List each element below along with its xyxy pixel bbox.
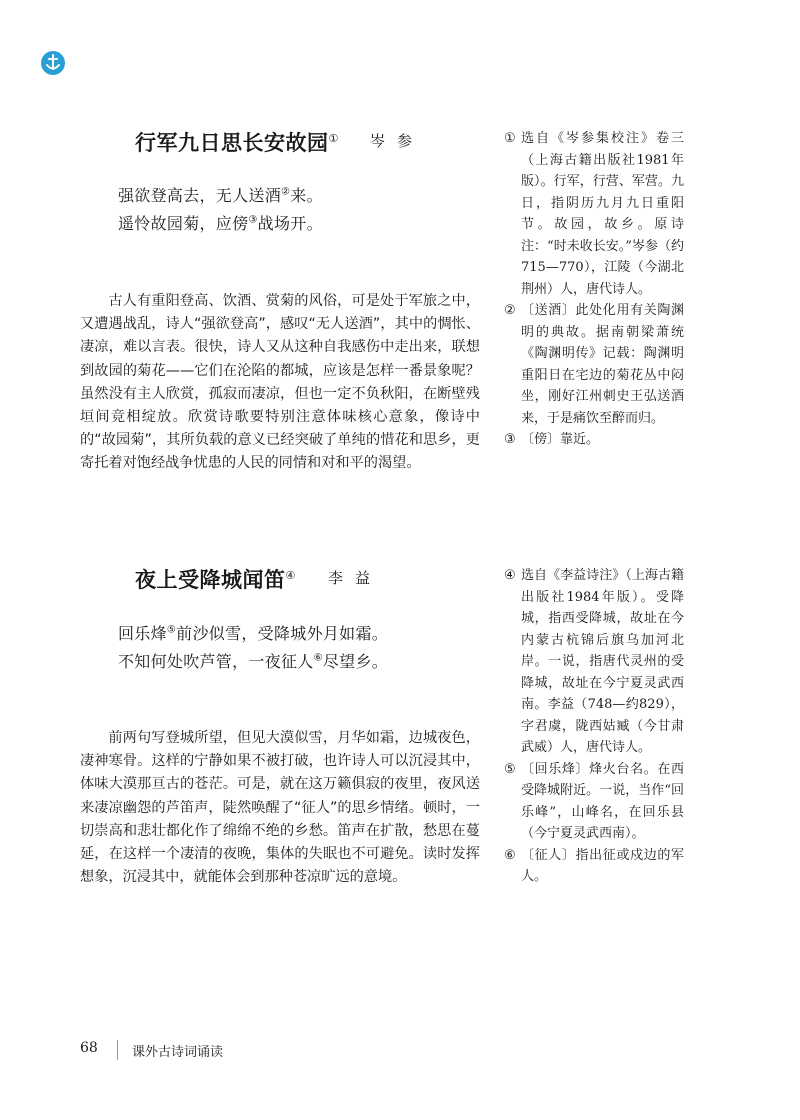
book-title: 课外古诗词诵读: [132, 1045, 224, 1060]
note-6: ⑥ 〔征人〕指出征或戍边的军人。: [504, 847, 684, 884]
note-1: ① 选自《岑参集校注》卷三（上海古籍出版社1981年版）。行军，行营、军营。九日，指阴历九月九日重阳节。故园，故乡。原诗注：“时未收长安。”岑参（约715—770），江陵（今湖北荆州）人，唐代诗人。: [504, 131, 684, 297]
poem2-title: 夜上受降城闻笛④: [135, 567, 296, 592]
poem1-line-2: 遥怜故园菊，应傍③战场开。: [118, 214, 323, 233]
page-number: 68: [80, 1040, 98, 1056]
poem1-notes: [504, 128, 684, 451]
poem1-author: 岑参: [370, 132, 425, 150]
poem1-line-1: 强欲登高去，无人送酒②来。: [118, 186, 323, 205]
note-2: ② 〔送酒〕此处化用有关陶渊明的典故。据南朝梁萧统《陶渊明传》记载：陶渊明重阳日在宅边的菊花丛中闷坐，刚好江州刺史王弘送酒来，于是痛饮至醉而归。: [504, 303, 684, 426]
poem2-author: 李益: [328, 569, 383, 587]
poem2-commentary: 前两句写登城所望，但见大漠似雪，月华如霜，边城夜色，凄神寒骨。这样的宁静如果不被打破，也许诗人可以沉浸其中，体味大漠那亘古的苍茫。可是，就在这万籁俱寂的夜里，夜风送来凄凉幽怨的芦笛声，陡然唤醒了“征人”的思乡情绪。顿时，一切崇高和悲壮都化作了绵绵不绝的乡愁。笛声在扩散，愁思在蔓延，在这样一个凄清的夜晚，集体的失眠也不可避免。读时发挥想象，沉浸其中，就能体会到那种苍凉旷远的意境。: [80, 730, 480, 886]
poem2-line-2: 不知何处吹芦管，一夜征人⑥尽望乡。: [118, 652, 389, 671]
note-5: ⑤ 〔回乐烽〕烽火台名。在西受降城附近。一说，当作“回乐峰”，山峰名，在回乐县（今宁夏灵武西南）。: [504, 761, 684, 841]
note-4: ④ 选自《李益诗注》（上海古籍出版社1984年版）。受降城，指西受降城，故址在今内蒙古杭锦后旗乌加河北岸。一说，指唐代灵州的受降城，故址在今宁夏灵武西南。李益（748—约829），字君虞，陇西姑臧（今甘肃武威）人，唐代诗人。: [504, 568, 684, 755]
poem1-commentary: 古人有重阳登高、饮酒、赏菊的风俗，可是处于军旅之中，又遭遇战乱，诗人“强欲登高”，感叹“无人送酒”，其中的惆怅、凄凉，难以言表。很快，诗人又从这种自我感伤中走出来，联想到故园的菊花——它们在沦陷的都城，应该是怎样一番景象呢？虽然没有主人欣赏，孤寂而凄凉，但也一定不负秋阳，在断壁残垣间竞相绽放。欣赏诗歌要特别注意体味核心意象，像诗中的“故园菊”，其所负载的意义已经突破了单纯的惜花和思乡，更寄托着对饱经战争忧患的人民的同情和对和平的渴望。: [80, 293, 480, 472]
footer-divider: [117, 1040, 118, 1060]
poem1-title: 行军九日思长安故园①: [135, 130, 339, 155]
poem1-title-note-ref: ①: [328, 132, 339, 145]
poem2-notes: [504, 565, 684, 888]
anchor-icon: [40, 50, 66, 76]
poem2-line-1: 回乐烽⑤前沙似雪，受降城外月如霜。: [118, 624, 389, 643]
poem2-title-note-ref: ④: [285, 569, 296, 582]
note-3: ③ 〔傍〕靠近。: [504, 432, 600, 447]
